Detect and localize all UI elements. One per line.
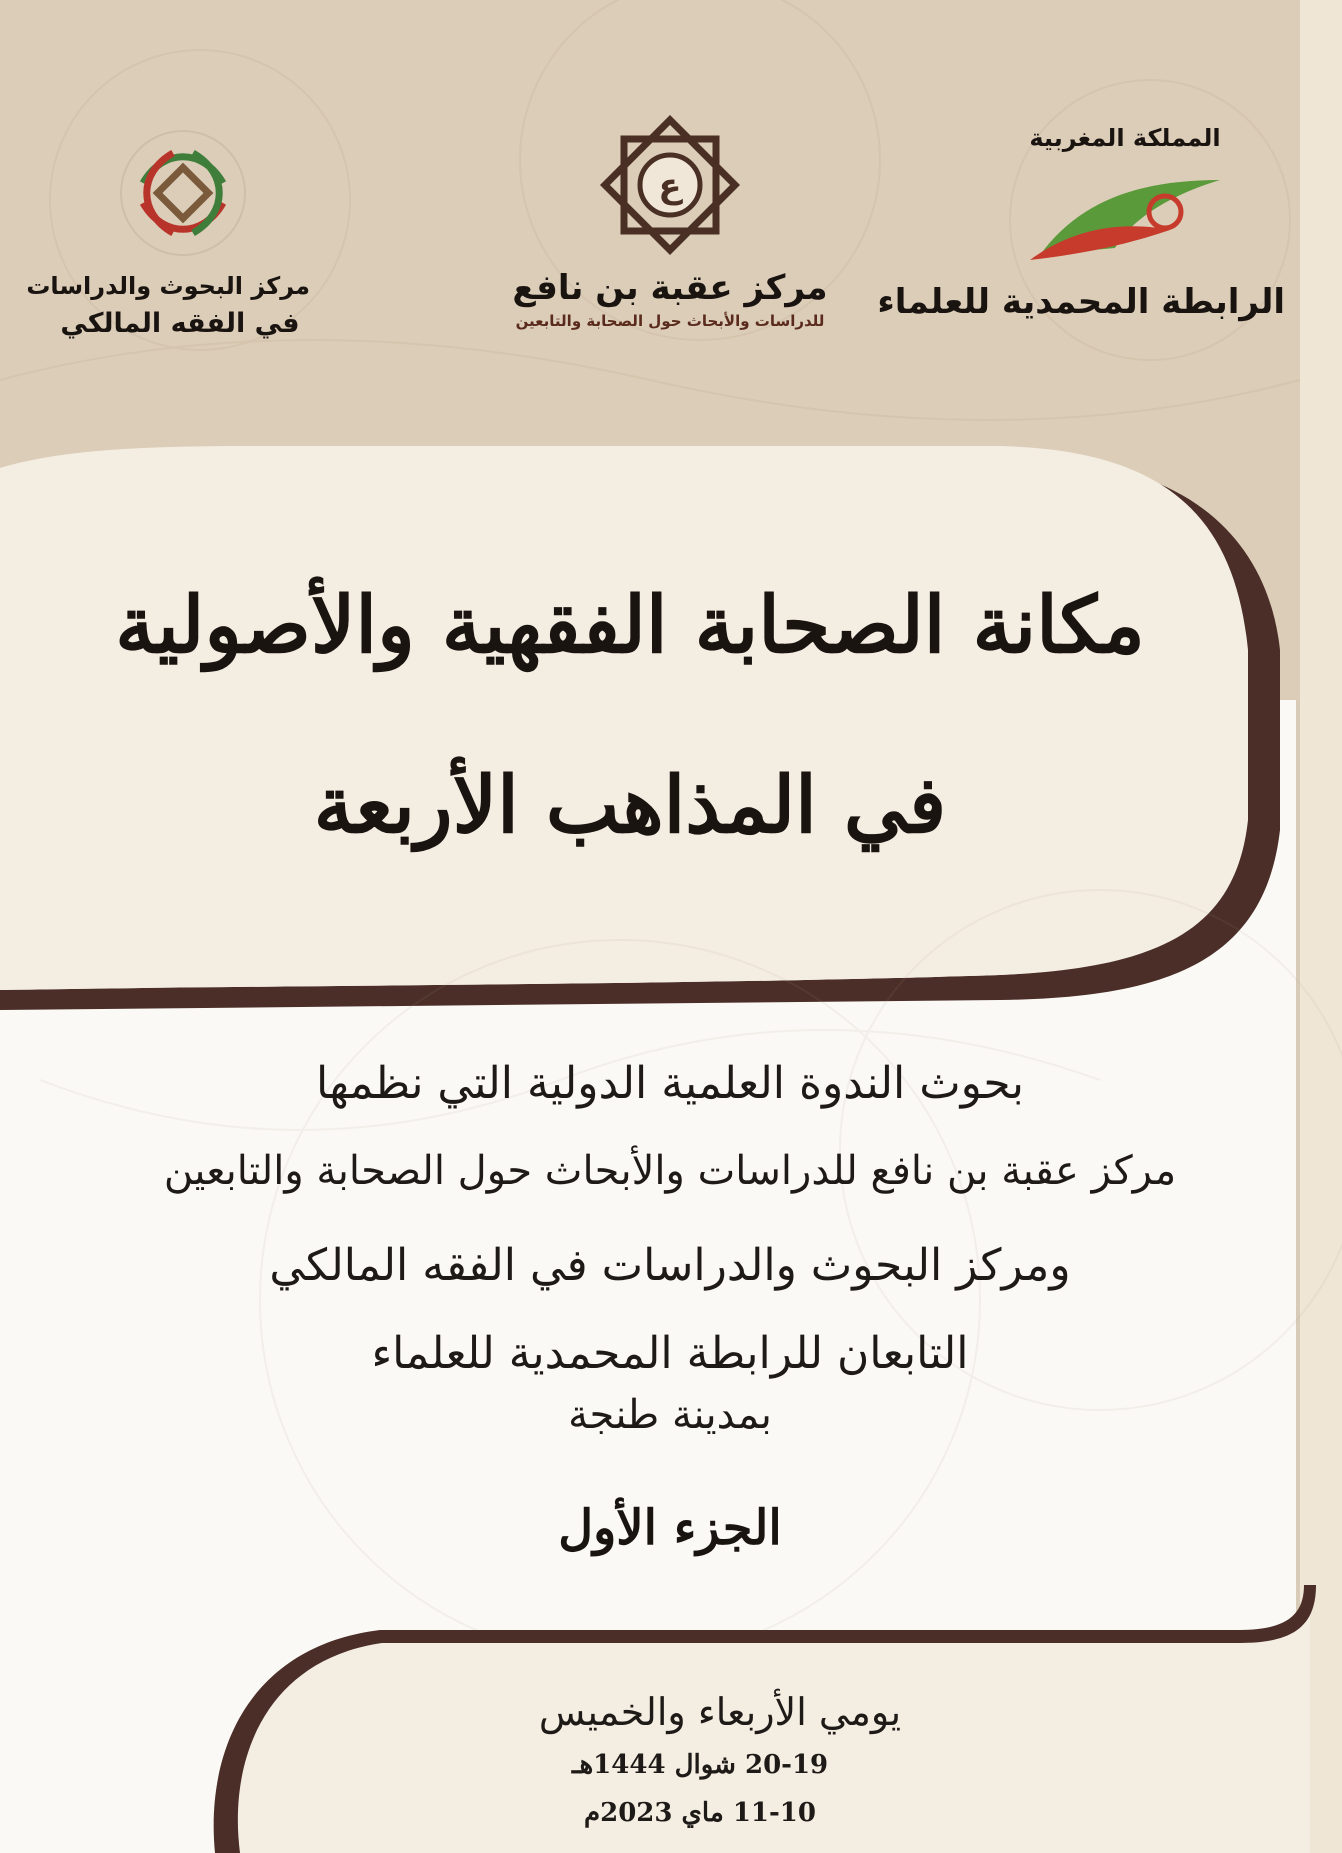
svg-text:ع: ع <box>658 166 682 206</box>
description-line-4: التابعان للرابطة المحمدية للعلماء <box>371 1328 969 1379</box>
book-title-line2: في المذاهب الأربعة <box>313 760 947 851</box>
description-line-1: بحوث الندوة العلمية الدولية التي نظمها <box>315 1058 1025 1109</box>
org-right-top-line: المملكة المغربية <box>1029 124 1221 152</box>
rabita-pen-crescent-logo-icon <box>1020 160 1230 270</box>
org-left-line1: مركز البحوث والدراسات <box>26 272 310 300</box>
footer-gregorian-date: 11-10 ماي 2023م <box>584 1798 816 1828</box>
description-line-3: ومركز البحوث والدراسات في الفقه المالكي <box>269 1240 1071 1291</box>
spine-edge <box>1300 0 1342 1853</box>
book-title-line1: مكانة الصحابة الفقهية والأصولية <box>115 580 1145 671</box>
volume-label: الجزء الأول <box>558 1500 782 1556</box>
org-left-line2: في الفقه المالكي <box>60 308 300 339</box>
title-panel <box>0 446 1248 990</box>
org-right-name: الرابطة المحمدية للعلماء <box>877 282 1285 322</box>
interlace-knot-logo-icon <box>118 128 248 258</box>
octagram-emblem-logo-icon <box>600 115 740 255</box>
footer-hijri-date: 20-19 شوال 1444هـ <box>571 1750 829 1780</box>
org-center-subtitle: للدراسات والأبحاث حول الصحابة والتابعين <box>515 312 825 330</box>
description-line-5: بمدينة طنجة <box>568 1392 772 1438</box>
description-line-2: مركز عقبة بن نافع للدراسات والأبحاث حول الصحابة والتابعين <box>163 1148 1177 1194</box>
footer-days: يومي الأربعاء والخميس <box>538 1690 902 1734</box>
org-center-name: مركز عقبة بن نافع <box>512 268 828 308</box>
